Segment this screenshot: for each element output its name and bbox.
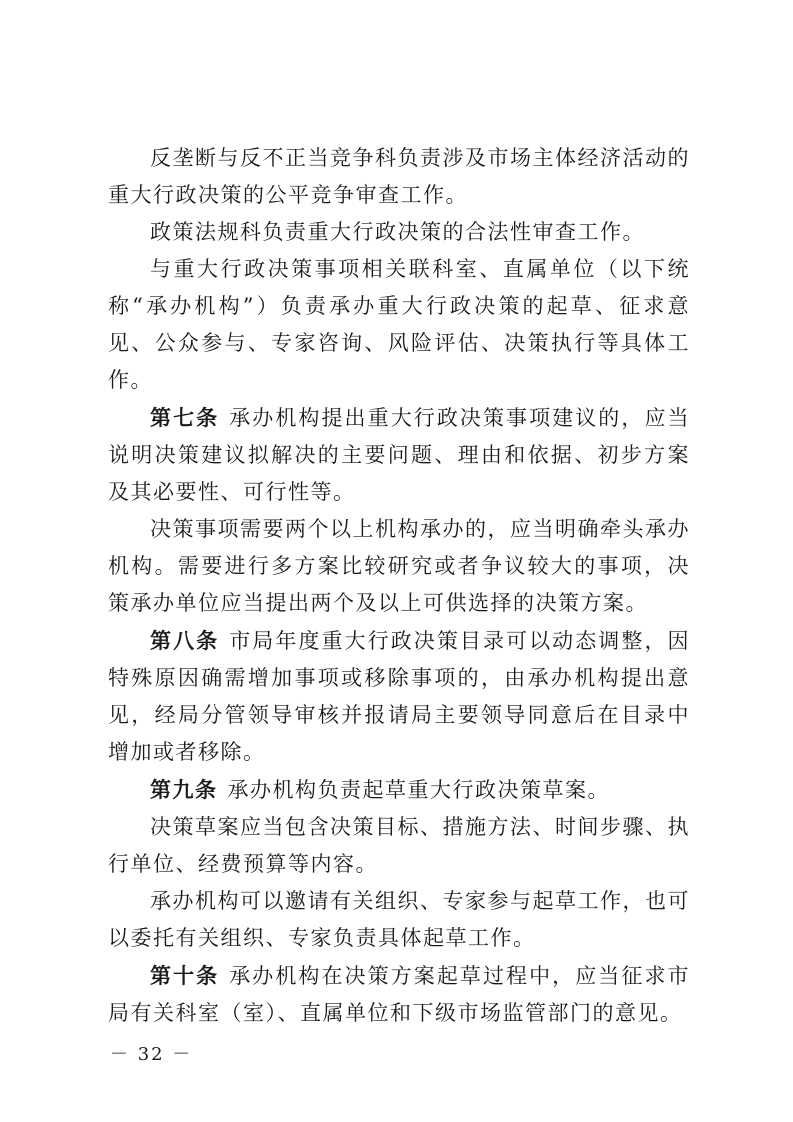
paragraph-1 bbox=[108, 140, 690, 214]
paragraph-text: 政策法规科负责重大行政决策的合法性审查工作。 bbox=[150, 220, 645, 244]
paragraph-5 bbox=[108, 511, 690, 622]
article-heading: 第七条 bbox=[150, 405, 220, 430]
paragraph-8 bbox=[108, 809, 690, 883]
paragraph-text: 承办机构可以邀请有关组织、专家参与起草工作，也可以委托有关组织、专家负责具体起草工作。 bbox=[108, 889, 690, 950]
paragraph-text: 市局年度重大行政决策目录可以动态调整，因特殊原因确需增加事项或移除事项的，由承办机构提出意见，经局分管领导审核并报请局主要领导同意后在目录中增加或者移除。 bbox=[108, 629, 691, 764]
document-body bbox=[108, 140, 690, 1032]
article-9 bbox=[108, 771, 690, 809]
paragraph-3 bbox=[108, 251, 690, 399]
paragraph-text: 决策草案应当包含决策目标、措施方法、时间步骤、执行单位、经费预算等内容。 bbox=[108, 815, 690, 876]
article-heading: 第八条 bbox=[150, 628, 220, 653]
article-heading: 第九条 bbox=[150, 777, 218, 802]
paragraph-2 bbox=[108, 214, 690, 251]
paragraph-text: 决策事项需要两个以上机构承办的，应当明确牵头承办机构。需要进行多方案比较研究或者争议较大的事项，决策承办单位应当提出两个及以上可供选择的决策方案。 bbox=[108, 517, 690, 615]
page-number: － 32 － bbox=[110, 1044, 193, 1065]
article-7 bbox=[108, 399, 690, 511]
paragraph-text: 与重大行政决策事项相关联科室、直属单位（以下统称“承办机构”）负责承办重大行政决策的起草、征求意见、公众参与、专家咨询、风险评估、决策执行等具体工作。 bbox=[108, 257, 690, 392]
paragraph-text: 承办机构提出重大行政决策事项建议的，应当说明决策建议拟解决的主要问题、理由和依据、初步方案及其必要性、可行性等。 bbox=[108, 406, 691, 504]
paragraph-text: 承办机构负责起草重大行政决策草案。 bbox=[227, 778, 610, 802]
paragraph-9 bbox=[108, 883, 690, 957]
article-8 bbox=[108, 622, 690, 771]
paragraph-text: 承办机构在决策方案起草过程中，应当征求市局有关科室（室）、直属单位和下级市场监管部门的意见。 bbox=[108, 964, 691, 1025]
paragraph-text: 反垄断与反不正当竞争科负责涉及市场主体经济活动的重大行政决策的公平竞争审查工作。 bbox=[108, 146, 690, 207]
article-10 bbox=[108, 957, 690, 1032]
article-heading: 第十条 bbox=[150, 963, 220, 988]
